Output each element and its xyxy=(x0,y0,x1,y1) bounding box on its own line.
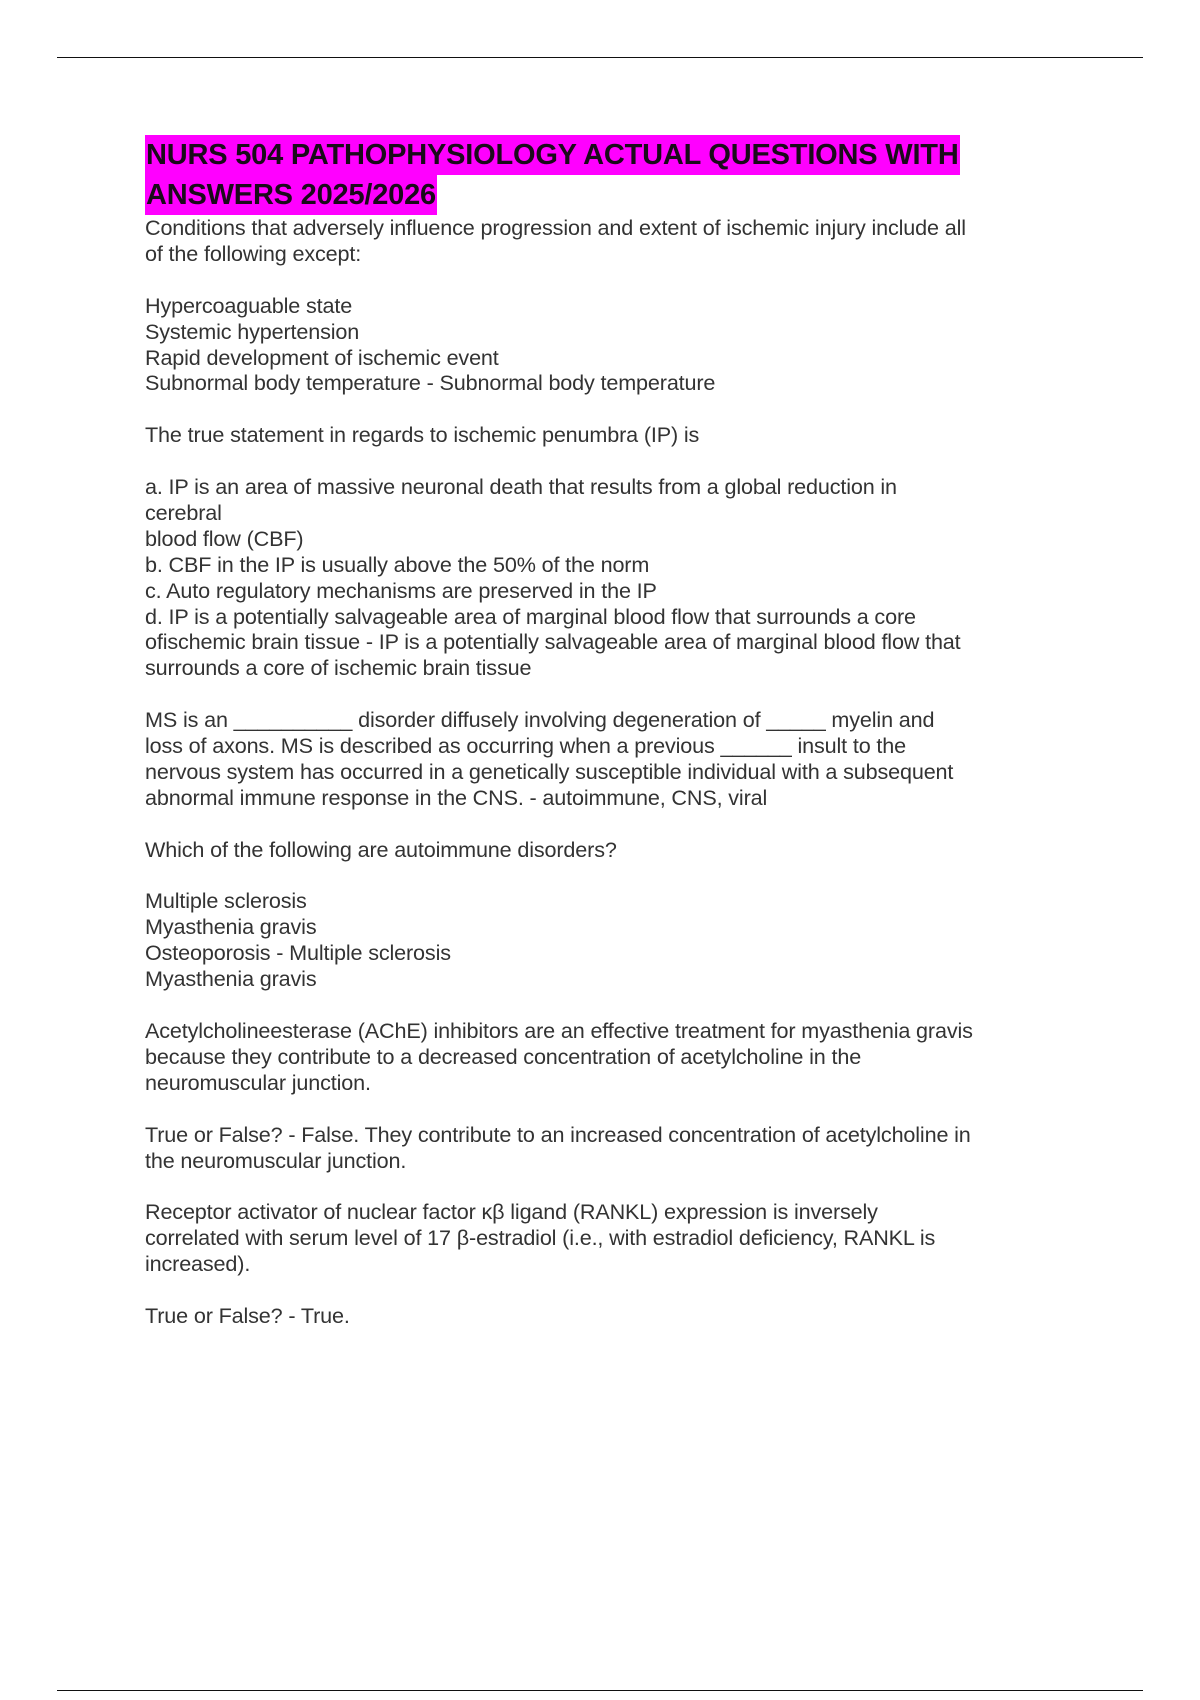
paragraph xyxy=(145,707,973,811)
text-line: Hypercoaguable state xyxy=(145,292,353,318)
paragraph xyxy=(145,215,973,267)
text-line: surrounds a core of ischemic brain tissue xyxy=(145,655,532,681)
paragraph xyxy=(145,837,973,863)
header-rule xyxy=(57,57,1143,58)
text-line: Subnormal body temperature - Subnormal body temperature xyxy=(145,370,716,396)
text-line: Systemic hypertension xyxy=(145,318,360,344)
text-line: because they contribute to a decreased concentration of acetylcholine in the xyxy=(145,1043,862,1069)
paragraph xyxy=(145,1199,973,1277)
text-line: b. CBF in the IP is usually above the 50% of the norm xyxy=(145,551,650,577)
text-line: the neuromuscular junction. xyxy=(145,1147,407,1173)
text-line: Osteoporosis - Multiple sclerosis xyxy=(145,940,451,966)
footer-rule xyxy=(57,1690,1143,1691)
text-line: Which of the following are autoimmune disorders? xyxy=(145,836,617,862)
text-line: neuromuscular junction. xyxy=(145,1069,371,1095)
text-line: True or False? - True. xyxy=(145,1302,350,1328)
document-body xyxy=(145,215,973,1355)
text-line: Acetylcholineesterase (AChE) inhibitors are an effective treatment for myasthenia gravis xyxy=(145,1017,973,1043)
paragraph xyxy=(145,422,973,448)
document-title xyxy=(145,135,960,215)
paragraph xyxy=(145,293,973,397)
text-line: nervous system has occurred in a genetically susceptible individual with a subsequent xyxy=(145,758,954,784)
paragraph xyxy=(145,474,973,681)
text-line: of the following except: xyxy=(145,240,362,266)
text-line: d. IP is a potentially salvageable area of marginal blood flow that surrounds a core xyxy=(145,603,916,629)
text-line: Rapid development of ischemic event xyxy=(145,344,499,370)
text-line: Myasthenia gravis xyxy=(145,914,317,940)
text-line: a. IP is an area of massive neuronal death that results from a global reduction in xyxy=(145,474,897,500)
title-line-2: ANSWERS 2025/2026 xyxy=(145,175,437,215)
text-line: c. Auto regulatory mechanisms are preserved in the IP xyxy=(145,577,657,603)
text-line: correlated with serum level of 17 β-estradiol (i.e., with estradiol deficiency, RANKL is xyxy=(145,1225,936,1251)
paragraph xyxy=(145,1018,973,1096)
title-line-1: NURS 504 PATHOPHYSIOLOGY ACTUAL QUESTIONS WITH xyxy=(145,135,960,175)
text-line: MS is an __________ disorder diffusely involving degeneration of _____ myelin and xyxy=(145,707,935,733)
text-line: True or False? - False. They contribute to an increased concentration of acetylcholine in xyxy=(145,1121,971,1147)
text-line: blood flow (CBF) xyxy=(145,525,304,551)
text-line: abnormal immune response in the CNS. - autoimmune, CNS, viral xyxy=(145,784,768,810)
text-line: Myasthenia gravis xyxy=(145,966,317,992)
text-line: loss of axons. MS is described as occurring when a previous ______ insult to the xyxy=(145,733,906,759)
text-line: Multiple sclerosis xyxy=(145,888,307,914)
text-line: Receptor activator of nuclear factor κβ ligand (RANKL) expression is inversely xyxy=(145,1199,878,1225)
paragraph xyxy=(145,1303,973,1329)
text-line: ofischemic brain tissue - IP is a potentially salvageable area of marginal blood flow that xyxy=(145,629,961,655)
text-line: cerebral xyxy=(145,499,222,525)
paragraph xyxy=(145,1122,973,1174)
text-line: increased). xyxy=(145,1251,251,1277)
text-line: The true statement in regards to ischemic penumbra (IP) is xyxy=(145,422,700,448)
text-line: Conditions that adversely influence progression and extent of ischemic injury include all xyxy=(145,215,966,240)
paragraph xyxy=(145,888,973,992)
